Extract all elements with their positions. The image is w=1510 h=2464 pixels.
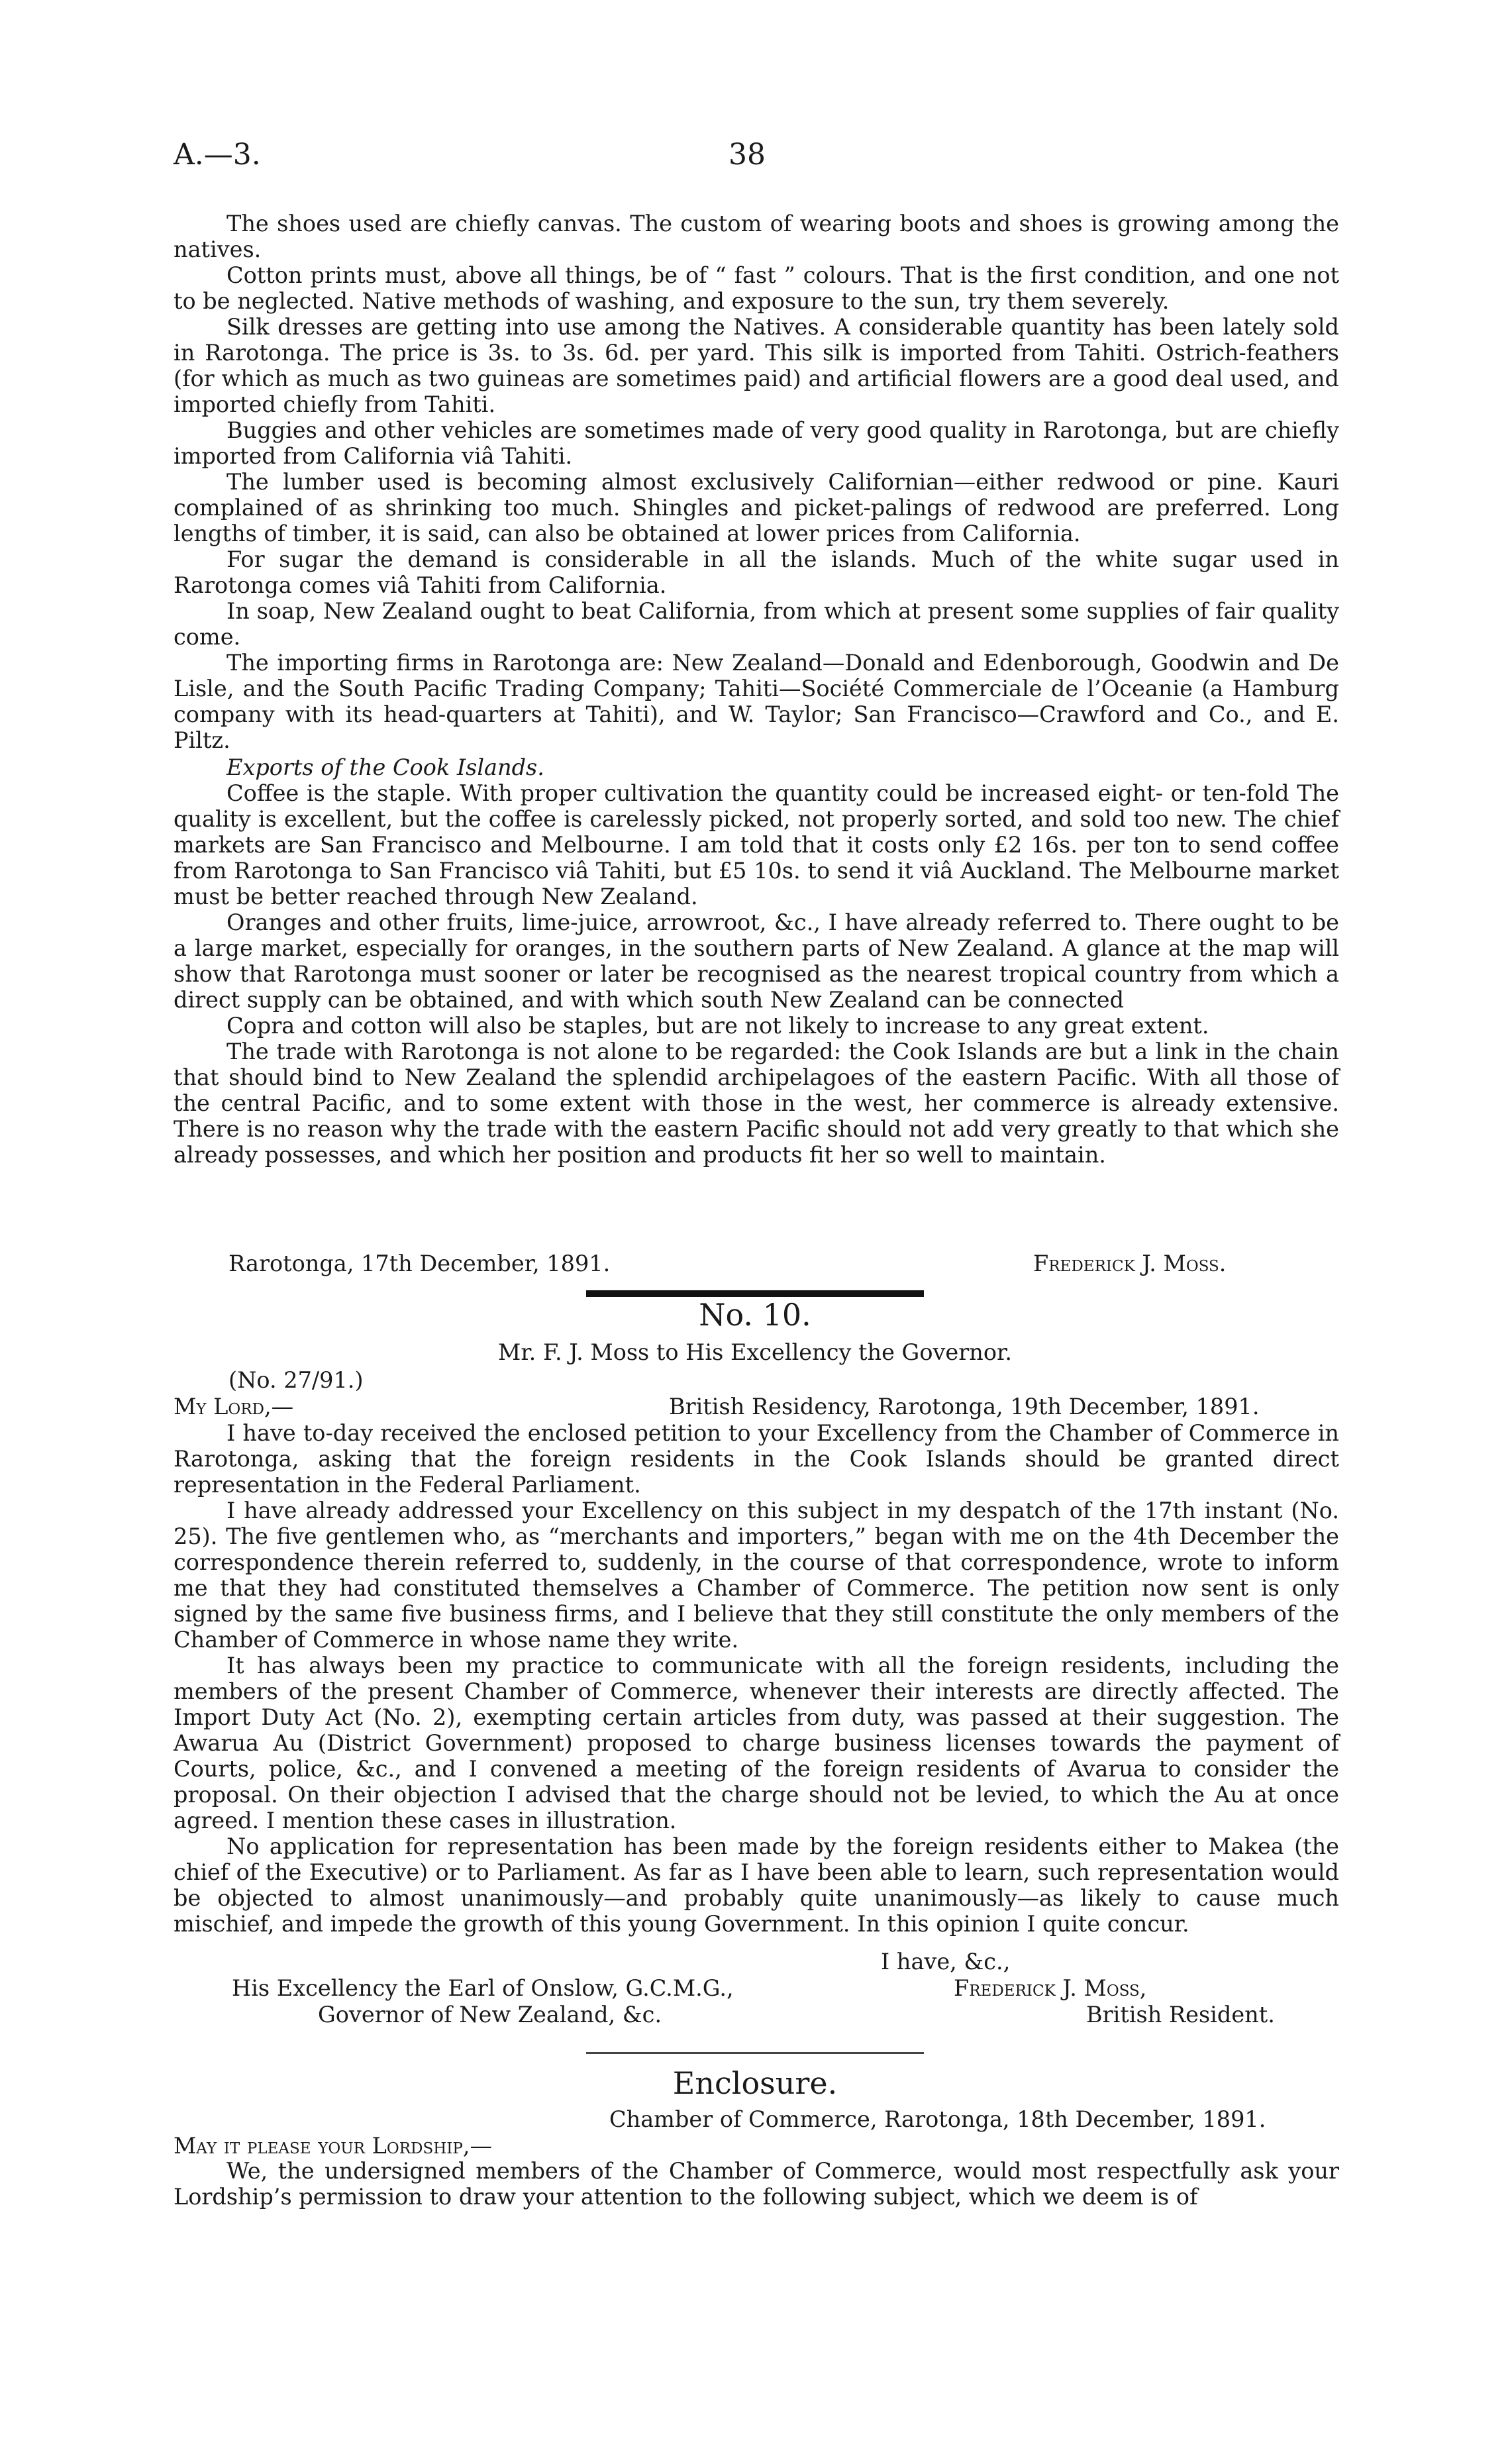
exports-heading: Exports of the Cook Islands. [226, 754, 544, 780]
paragraph: Copra and cotton will also be staples, but are not likely to increase to any great extent. [226, 1013, 1209, 1039]
paragraph: The trade with Rarotonga is not alone to be regarded: the Cook Islands are but a link in the chain that should bind to New Zealand the splendid archipelagoes of the eastern Pacific. With all those of the central Pacific, and to some extent with those in the west, her commerce is already extensive. There is no reason why the trade with the eastern Pacific should not add very greatly to that which she already possesses, and which her position and products fit her so well to maintain. [174, 1039, 1339, 1168]
paragraph: In soap, New Zealand ought to beat California, from which at present some supplies of fair quality come. [174, 598, 1339, 650]
no10-addressee-line1: His Excellency the Earl of Onslow, G.C.M.G., [232, 1975, 734, 2001]
enclosure-salutation: May it please your Lordship,— [174, 2133, 493, 2159]
page-number: 38 [729, 138, 766, 172]
enclosure-title: Enclosure. [672, 2065, 838, 2101]
paragraph: The lumber used is becoming almost exclusively Californian—either redwood or pine. Kauri complained of as shrinking too much. Shingles and picket-palings of redwood are preferred. Long lengths of timber, it is said, can also be obtained at lower prices from California. [174, 469, 1339, 546]
paragraph: Coffee is the staple. With proper cultivation the quantity could be increased eight- or ten-fold The quality is excellent, but the coffee is carelessly picked, not properly sorted, and sold too new. The chief markets are San Francisco and Melbourne. I am told that it costs only £2 16s. per ton to send coffee from Rarotonga to San Francisco viâ Tahiti, but £5 10s. to send it viâ Auckland. The Melbourne market must be better reached through New Zealand. [174, 780, 1339, 909]
paragraph: The importing firms in Rarotonga are: New Zealand—Donald and Edenborough, Goodwin and De Lisle, and the South Pacific Trading Company; Tahiti—Société Commerciale de l’Oceanie (a Hamburg company with its head-quarters at Tahiti), and W. Taylor; San Francisco—Crawford and Co., and E. Piltz. [174, 650, 1339, 753]
no10-dateline: British Residency, Rarotonga, 19th December, 1891. [669, 1394, 1260, 1419]
paper-reference: A.—3. [174, 138, 261, 172]
enclosure-dateline: Chamber of Commerce, Rarotonga, 18th December, 1891. [609, 2106, 1266, 2132]
paragraph: For sugar the demand is considerable in all the islands. Much of the white sugar used in Rarotonga comes viâ Tahiti from California. [174, 546, 1339, 598]
no10-salutation: My Lord,— [174, 1394, 294, 1419]
paragraph: It has always been my practice to communicate with all the foreign residents, including the members of the present Chamber of Commerce, whenever their interests are directly affected. The Import Duty Act (No. 2), exempting certain articles from duty, was passed at their suggestion. The Awarua Au (District Government) proposed to charge business licenses towards the payment of Courts, police, &c., and I convened a meeting of the foreign residents of Avarua to consider the proposal. On their objection I advised that the charge should not be levied, to which the Au at once agreed. I mention these cases in illustration. [174, 1653, 1339, 1833]
no10-closing: I have, &c., [881, 1949, 1011, 1975]
section-divider [586, 1290, 924, 1297]
no10-signature: Frederick J. Moss, [954, 1975, 1147, 2001]
enclosure-divider [586, 2052, 924, 2054]
no10-subtitle: Mr. F. J. Moss to His Excellency the Governor. [498, 1339, 1012, 1365]
enclosure-body [174, 2158, 1339, 2210]
section-trade-imports [174, 211, 1339, 1168]
no10-body [174, 1420, 1339, 1937]
paragraph: No application for representation has been made by the foreign residents either to Makea (the chief of the Executive) or to Parliament. As far as I have been able to learn, such representation would be objected to almost unanimously—and probably quite unanimously—as likely to cause much mischief, and impede the growth of this young Government. In this opinion I quite concur. [174, 1833, 1339, 1937]
signoff-place-date: Rarotonga, 17th December, 1891. [228, 1251, 611, 1276]
paragraph: The shoes used are chiefly canvas. The custom of wearing boots and shoes is growing among the natives. [174, 211, 1339, 262]
paragraph: I have already addressed your Excellency on this subject in my despatch of the 17th instant (No. 25). The five gentlemen who, as “merchants and importers,” began with me on the 4th December the correspondence therein referred to, suddenly, in the course of that correspondence, wrote to inform me that they had constituted themselves a Chamber of Commerce. The petition now sent is only signed by the same five business firms, and I believe that they still constitute the only members of the Chamber of Commerce in whose name they write. [174, 1498, 1339, 1653]
paragraph: Cotton prints must, above all things, be of “ fast ” colours. That is the first condition, and one not to be neglected. Native methods of washing, and exposure to the sun, try them severely. [174, 262, 1339, 314]
no10-addressee-line2: Governor of New Zealand, &c. [318, 2002, 662, 2028]
paragraph: Oranges and other fruits, lime-juice, arrowroot, &c., I have already referred to. There ought to be a large market, especially for oranges, in the southern parts of New Zealand. A glance at the map will show that Rarotonga must sooner or later be recognised as the nearest tropical country from which a direct supply can be obtained, and with which south New Zealand can be connected [174, 909, 1339, 1013]
no10-signature-title: British Resident. [1086, 2002, 1275, 2028]
signoff-signature: Frederick J. Moss. [1033, 1251, 1227, 1276]
paragraph: Buggies and other vehicles are sometimes made of very good quality in Rarotonga, but are chiefly imported from California viâ Tahiti. [174, 417, 1339, 469]
paragraph: Silk dresses are getting into use among the Natives. A considerable quantity has been lately sold in Rarotonga. The price is 3s. to 3s. 6d. per yard. This silk is imported from Tahiti. Ostrich-feathers (for which as much as two guineas are sometimes paid) and artificial flowers are a good deal used, and imported chiefly from Tahiti. [174, 314, 1339, 417]
no10-reference: (No. 27/91.) [228, 1367, 364, 1393]
no10-title: No. 10. [699, 1297, 811, 1333]
paragraph: I have to-day received the enclosed petition to your Excellency from the Chamber of Commerce in Rarotonga, asking that the foreign residents in the Cook Islands should be granted direct representation in the Federal Parliament. [174, 1420, 1339, 1498]
paragraph: We, the undersigned members of the Chamber of Commerce, would most respectfully ask your Lordship’s permission to draw your attention to the following subject, which we deem is of [174, 2158, 1339, 2210]
